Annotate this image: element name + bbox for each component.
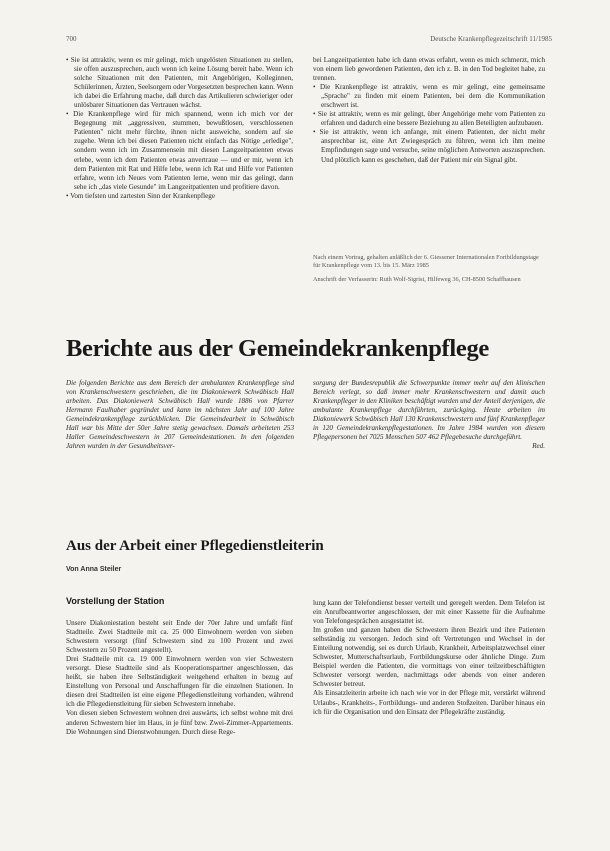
- intro-right-column: [313, 379, 545, 451]
- editor-sign: Red.: [532, 442, 545, 451]
- article-title: Aus der Arbeit einer Pflegedienstleiterin: [66, 538, 324, 554]
- page-number: 700: [66, 35, 77, 43]
- paragraph: lung kann der Telefondienst besser verteilt und geregelt werden. Dem Telefon ist ein Anrufbeantworter angeschlossen, der mit einer Kassette für die Aufnahme von Telefongesprächen ausgestattet ist.: [313, 599, 545, 626]
- bullet-paragraph: • Vom tiefsten und zartesten Sinn der Krankenpflege: [66, 191, 215, 200]
- bullet-paragraph: • Sie ist attraktiv, wenn es mir gelingt, über Angehörige mehr vom Patienten zu erfahren und dadurch eine bessere Beziehung zu allen Beteiligten aufzubauen.: [313, 110, 545, 128]
- paragraph: Drei Stadtteile mit ca. 19 000 Einwohnern werden von vier Schwestern versorgt. Diese Stadtteile sind als Kooperationspartner angeschlossen, das heißt, sie haben ihre Selbständigkeit weitgehend erhalten in bezug auf Einstellung von Personal und Anschaffungen für die einzelnen Stationen. In diesen drei Stadtteilen ist eine eigene Pflegedienstleitung vorhanden, während ich die Pflegedienstleitung für sieben Schwestern innehabe.: [66, 655, 293, 709]
- article-author: Von Anna Steiler: [66, 566, 122, 573]
- journal-title: Deutsche Krankenpflegezeitschrift 11/1985: [430, 35, 552, 43]
- bullet-paragraph: • Sie ist attraktiv, wenn ich anfange, mit einem Patienten, der nicht mehr ansprechbar ist, eine Art Zwiegespräch zu führen, wenn ich ihm meine Empfindungen sage und versuche, seine möglichen Antworten auszusprechen. Und plötzlich kann es geschehen, daß der Patient mir ein Signal gibt.: [313, 128, 545, 164]
- paragraph: Als Einsatzleiterin arbeite ich nach wie vor in der Pflege mit, verstärkt während Urlaubs-, Krankheits-, Fortbildungs- und anderen Stoßzeiten. Darüber hinaus ein ich für die Organisation und den Einsatz der Pflegekräfte zuständig.: [313, 689, 545, 716]
- top-left-column: [66, 56, 293, 201]
- footnote-address: Anschrift der Verfasserin: Ruth Wolf-Sigrist, Hilfeweg 36, CH-8500 Schaffhausen: [313, 276, 521, 283]
- paragraph: bei Langzeitpatienten habe ich dann etwas erfahrt, wenn es mich schmerzt, mich von einem lieb gewordenen Patienten, den ich z. B. in den Tod begleitet habe, zu trennen.: [313, 56, 545, 83]
- bullet-paragraph: • Sie ist attraktiv, wenn es mir gelingt, mich ungelösten Situationen zu stellen, sie offen auszusprechen, auch wenn ich keine Lösung bereit habe. Wenn ich solche Situationen mit den Patienten, mit Angehörigen, Kolleginnen, Schülerinnen, Ärzten, Seelsorgern oder Vorgesetzten besprechen kann. Wenn ich dabei die Erfahrung mache, daß durch das Artikulieren schwieriger oder unlösbarer Situationen das Vertrauen wächst.: [66, 56, 293, 110]
- bullet-paragraph: • Die Krankenpflege ist attraktiv, wenn es mir gelingt, eine gemeinsame „Sprache" zu finden mit einem Patienten, bei dem die Kommunikation erschwert ist.: [313, 83, 545, 110]
- paragraph: Unsere Diakoniestation besteht seit Ende der 70er Jahre und umfaßt fünf Stadtteile. Zwei Stadtteile mit ca. 25 000 Einwohnern werden von sieben Schwestern versorgt (fünf Schwestern sind zu 100 Prozent und zwei Schwestern zu 50 Prozent angestellt).: [66, 619, 293, 655]
- top-right-column: [313, 56, 545, 165]
- section-heading: Vorstellung der Station: [66, 596, 165, 606]
- article-left-column: [66, 619, 293, 737]
- intro-right: sorgung der Bundesrepublik die Schwerpunkte immer mehr auf den klinischen Bereich verlegt, so daß immer mehr Krankenschwestern und damit auch Krankenpfleger in den Kliniken beschäftigt wurden und der Anteil derjenigen, die ambulante Krankenpflege durchführten, zurückging. Heute arbeiten im Diakoniewerk Schwäbisch Hall 130 Krankenschwestern und fünf Krankenpfleger in 120 Gemeindekrankenpflegestationen. Im Jahre 1984 wurden von diesem Pflegepersonen bei 7025 Menschen 507 462 Pflegebesuche durchgeführt.: [313, 379, 545, 442]
- footnote-lecture: Nach einem Vortrag, gehalten anläßlich der 6. Giessener Internationalen Fortbildungstage für Krankenpflege vom 13. bis 15. März 1985: [313, 254, 539, 269]
- article-right-column: [313, 599, 545, 717]
- bullet-paragraph: • Die Krankenpflege wird für mich spannend, wenn ich mich vor der Begegnung mit „aggressiven, stummen, bewußtlosen, verschlossenen Patienten" nicht mehr fürchte, ihnen nicht ausweiche, sondern auf sie zugehe. Wenn ich bei diesen Patienten nicht einfach das Nötige „erledige", sondern wenn ich im Zusammensein mit diesen Langzeitpatienten etwas erlebe, wenn ich dem Patienten etwas anvertraue — und er mir, wenn ich dem Patienten mit Rat und Hilfe lebe, wenn ich Rat und Hilfe vor Patienten erfahre, wenn ich Neues vom Patienten lerne, wenn mir das gelingt, dann sehe ich „das viele Gesunde" im Langzeitpatienten und profitiere davon.: [66, 110, 293, 191]
- paragraph: Von diesen sieben Schwestern wohnen drei auswärts, ich selbst wohne mit drei anderen Schwestern hier im Haus, in je fünf bzw. Zwei-Zimmer-Appartements. Die Wohnungen sind Dienstwohnungen. Durch diese Rege-: [66, 709, 293, 736]
- paragraph: Im großen und ganzen haben die Schwestern ihren Bezirk und ihre Patienten selbständig zu versorgen. Jedoch sind oft Vertretungen und Wechsel in der Einteilung notwendig, sei es durch Urlaub, Krankheit, Arbeitsplatzwechsel einer Schwester, Mutterschaftsurlaub, Fortbildungskurse oder ähnliche Dinge. Zum Beispiel werden die Patienten, die vormittags von einer teilzeitbeschäftigten Schwester versorgt werden, nachmittags oder abends von einer anderen Schwester betreut.: [313, 626, 545, 689]
- page-headline: Berichte aus der Gemeindekrankenpflege: [66, 335, 489, 362]
- intro-left: Die folgenden Berichte aus dem Bereich der ambulanten Krankenpflege sind von Krankenschwestern geschrieben, die im Diakoniewerk Schwäbisch Hall arbeiten. Das Diakoniewerk Schwäbisch Hall wurde 1886 von Pfarrer Hermann Faulhaber gegründet und kann im nächsten Jahr auf 100 Jahre Gemeindekrankenpflege zurückblicken. Die Gemeindearbeit in Schwäbisch Hall war bis Mitte der 50er Jahre stetig gewachsen. Damals arbeiteten 253 Haller Gemeindeschwestern in 207 Gemeindestationen. In den folgenden Jahren wurden in der Gesundheitsver-: [66, 379, 294, 451]
